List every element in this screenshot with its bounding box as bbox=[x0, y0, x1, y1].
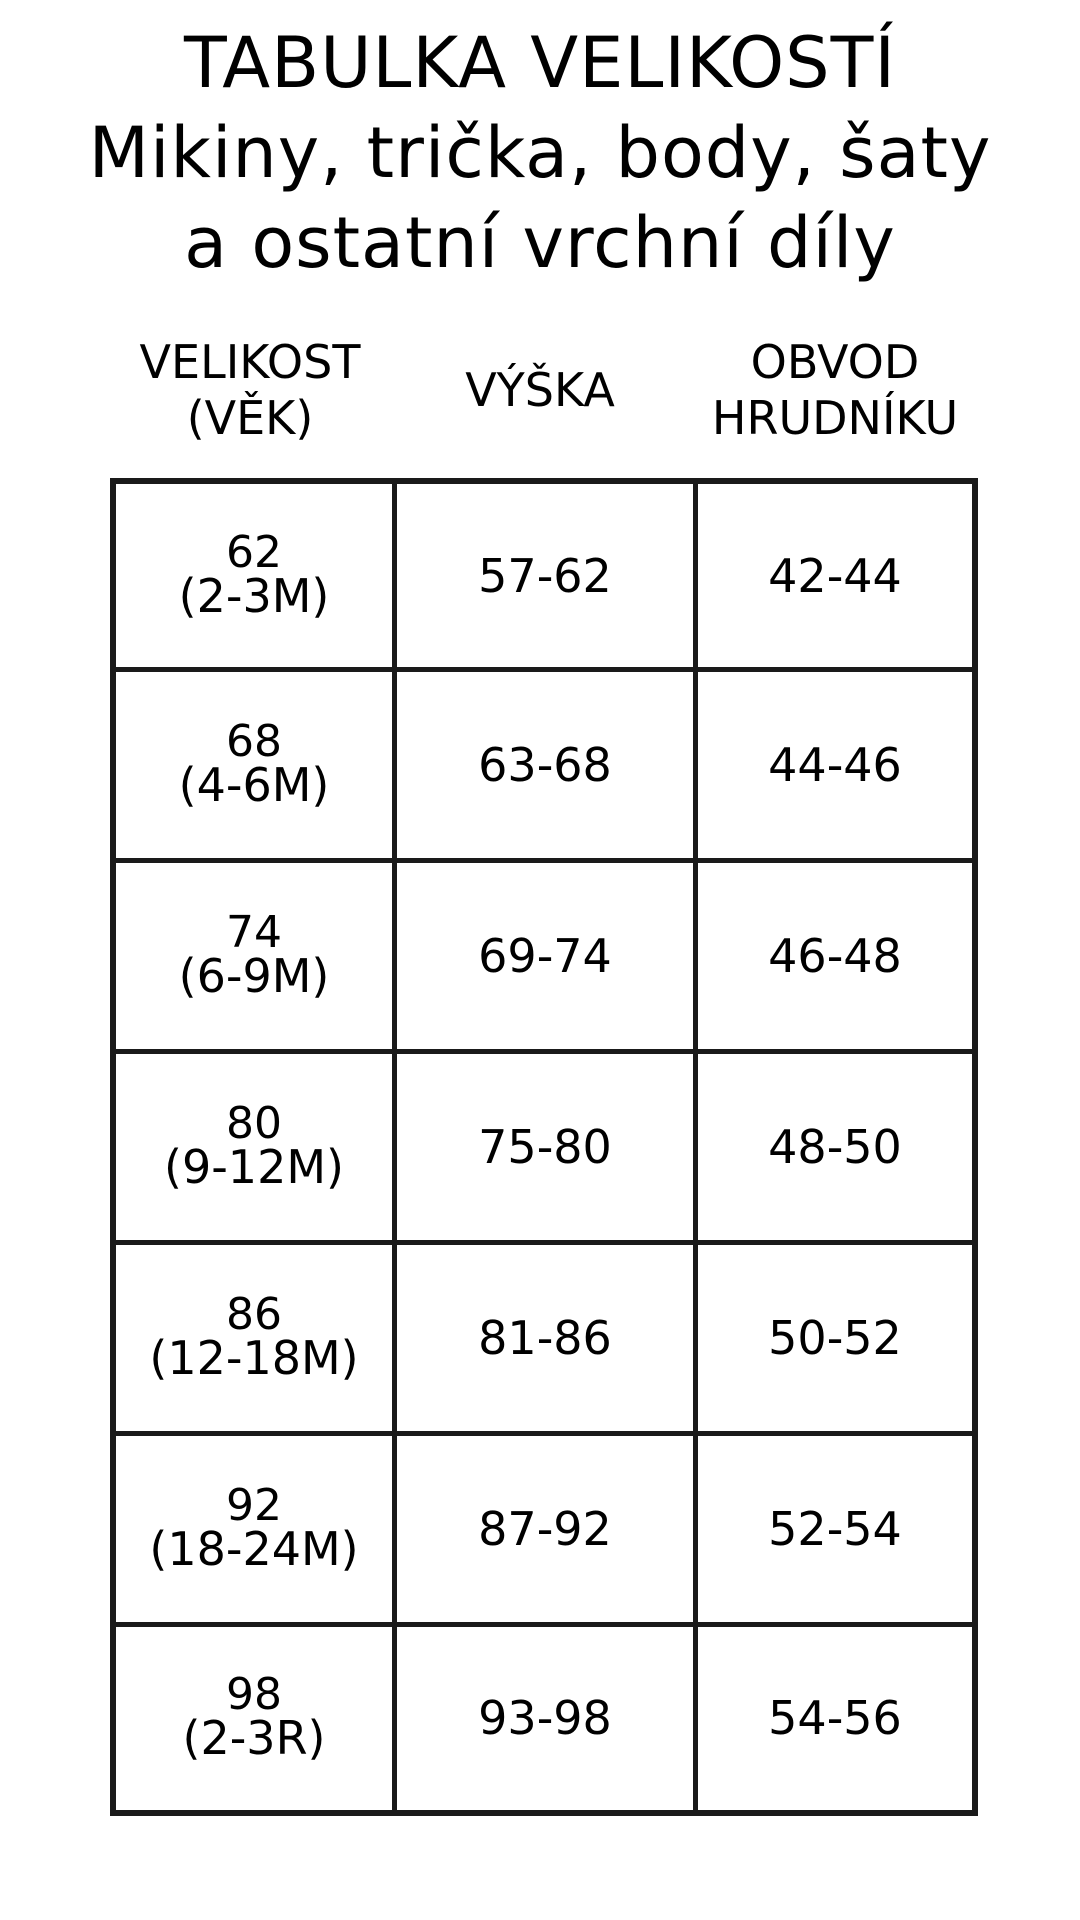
header-chest bbox=[690, 330, 980, 450]
age-value: (9-12M) bbox=[164, 1139, 344, 1194]
size-table bbox=[110, 478, 978, 1816]
cell-size bbox=[116, 1624, 395, 1810]
age-value: (12-18M) bbox=[149, 1330, 359, 1385]
cell-height: 69-74 bbox=[395, 861, 696, 1052]
title-line-2: Mikiny, trička, body, šaty bbox=[88, 112, 992, 194]
cell-chest: 42-44 bbox=[696, 484, 973, 670]
age-value: (2-3M) bbox=[178, 568, 330, 623]
size-value: 68 bbox=[226, 716, 282, 768]
title-line-1: TABULKA VELIKOSTÍ bbox=[183, 22, 897, 104]
age-value: (2-3R) bbox=[182, 1711, 326, 1766]
size-value: 92 bbox=[226, 1479, 282, 1531]
header-height-label: VÝŠKA bbox=[465, 363, 615, 417]
header-height bbox=[390, 330, 690, 450]
size-value: 80 bbox=[226, 1097, 282, 1149]
header-size-label: VELIKOST bbox=[139, 335, 361, 389]
cell-size bbox=[116, 1242, 395, 1433]
cell-chest: 44-46 bbox=[696, 670, 973, 861]
table-headers bbox=[110, 330, 980, 450]
cell-height: 63-68 bbox=[395, 670, 696, 861]
table-row bbox=[116, 1624, 972, 1810]
age-value: (6-9M) bbox=[178, 949, 330, 1004]
cell-size bbox=[116, 670, 395, 861]
cell-height: 87-92 bbox=[395, 1433, 696, 1624]
cell-chest: 50-52 bbox=[696, 1242, 973, 1433]
size-value: 98 bbox=[226, 1669, 282, 1721]
cell-chest: 46-48 bbox=[696, 861, 973, 1052]
table-row bbox=[116, 861, 972, 1052]
cell-height: 93-98 bbox=[395, 1624, 696, 1810]
cell-chest: 48-50 bbox=[696, 1052, 973, 1243]
size-value: 86 bbox=[226, 1288, 282, 1340]
size-value: 62 bbox=[226, 526, 282, 578]
cell-size bbox=[116, 1433, 395, 1624]
cell-chest: 52-54 bbox=[696, 1433, 973, 1624]
table-row bbox=[116, 484, 972, 670]
age-value: (18-24M) bbox=[149, 1521, 359, 1576]
cell-height: 57-62 bbox=[395, 484, 696, 670]
header-size bbox=[110, 330, 390, 450]
header-chest-label-1: OBVOD bbox=[750, 335, 920, 389]
cell-size bbox=[116, 1052, 395, 1243]
table-row bbox=[116, 1433, 972, 1624]
cell-size bbox=[116, 484, 395, 670]
header-chest-label-2: HRUDNÍKU bbox=[711, 391, 959, 445]
title-line-3: a ostatní vrchní díly bbox=[184, 202, 896, 284]
table-row bbox=[116, 1052, 972, 1243]
table-row bbox=[116, 1242, 972, 1433]
age-value: (4-6M) bbox=[178, 758, 330, 813]
header-size-age-label: (VĚK) bbox=[186, 391, 314, 445]
cell-height: 75-80 bbox=[395, 1052, 696, 1243]
size-value: 74 bbox=[226, 907, 282, 959]
page-title bbox=[0, 18, 1080, 288]
table-row bbox=[116, 670, 972, 861]
cell-height: 81-86 bbox=[395, 1242, 696, 1433]
cell-size bbox=[116, 861, 395, 1052]
cell-chest: 54-56 bbox=[696, 1624, 973, 1810]
